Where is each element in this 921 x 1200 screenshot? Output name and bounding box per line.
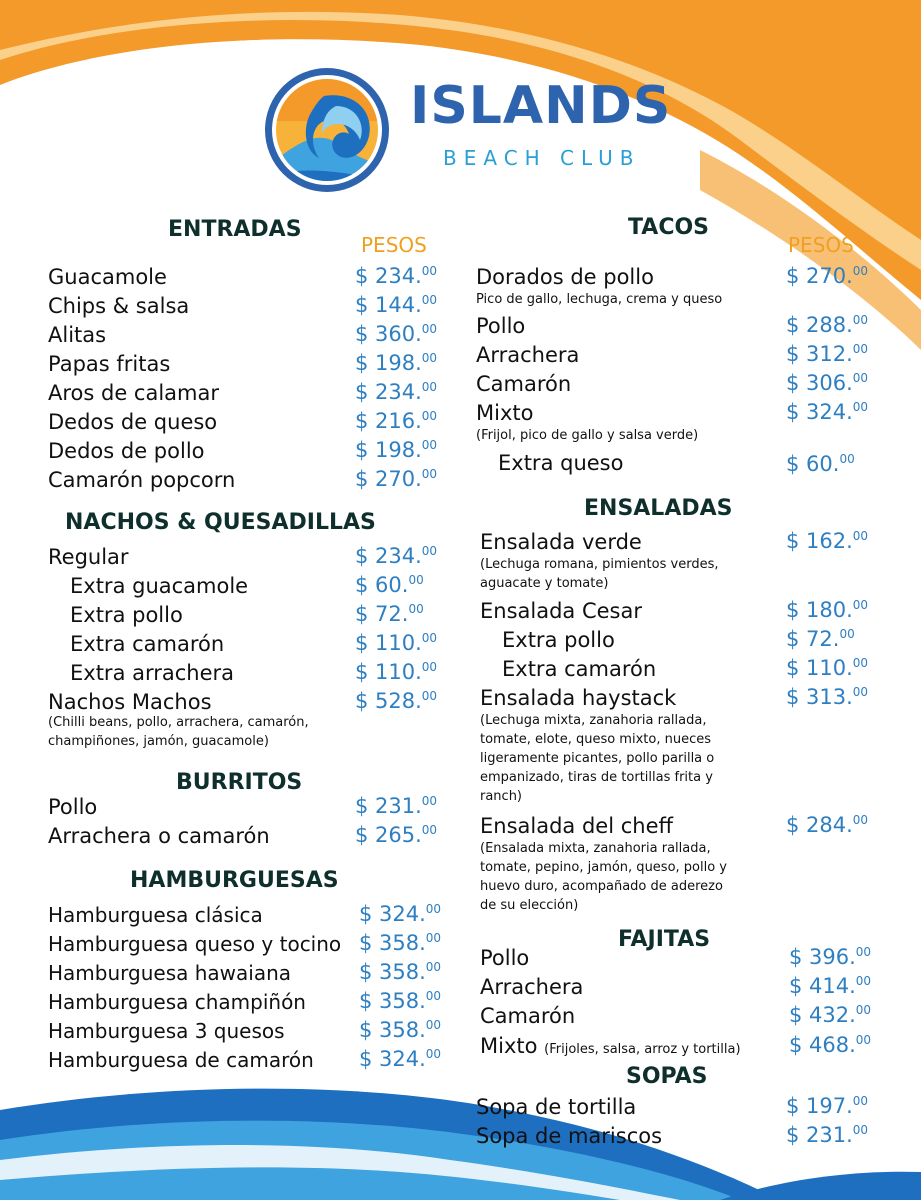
- menu-item-price: $ 358.00: [359, 931, 442, 955]
- menu-item-price: $ 358.00: [359, 1018, 442, 1042]
- section-title-hamburguesas: HAMBURGUESAS: [130, 868, 339, 893]
- menu-item-name: Pollo: [476, 314, 526, 338]
- menu-item-name: Aros de calamar: [48, 381, 220, 405]
- menu-item-price: $ 231.00: [355, 794, 438, 818]
- menu-item-description: (Lechuga mixta, zanahoria rallada,: [480, 713, 707, 728]
- menu-item-name: Camarón popcorn: [48, 468, 236, 492]
- menu-item-description: empanizado, tiras de tortillas frita y: [480, 770, 713, 785]
- menu-item-price: $ 72.00: [355, 602, 424, 626]
- menu-item-price: $ 270.00: [355, 467, 438, 491]
- menu-item-price: $ 265.00: [355, 823, 438, 847]
- brand-title: ISLANDS: [410, 76, 672, 136]
- menu-item-price: $ 197.00: [786, 1094, 869, 1118]
- menu-item-price: $ 231.00: [786, 1123, 869, 1147]
- menu-item-price: $ 198.00: [355, 351, 438, 375]
- menu-item-description: aguacate y tomate): [480, 576, 609, 591]
- menu-item-price: $ 324.00: [786, 400, 869, 424]
- menu-item-price: $ 234.00: [355, 544, 438, 568]
- menu-item-price: $ 414.00: [789, 974, 872, 998]
- menu-item-price: $ 60.00: [355, 573, 424, 597]
- menu-item-name: Ensalada haystack: [480, 686, 677, 710]
- menu-item-price: $ 288.00: [786, 313, 869, 337]
- section-title-sopas: SOPAS: [626, 1064, 708, 1089]
- menu-item-price: $ 432.00: [789, 1003, 872, 1027]
- menu-item-note: (Frijoles, salsa, arroz y tortilla): [544, 1042, 741, 1057]
- menu-item-price: $ 324.00: [359, 1047, 442, 1071]
- menu-item-description: (Frijol, pico de gallo y salsa verde): [476, 428, 699, 443]
- menu-item-name: Extra camarón: [70, 632, 225, 656]
- menu-item-description: (Chilli beans, pollo, arrachera, camarón,: [48, 715, 309, 730]
- menu-item-description: Pico de gallo, lechuga, crema y queso: [476, 292, 723, 307]
- menu-item-name: Hamburguesa clásica: [48, 903, 263, 927]
- menu-item-price: $ 468.00: [789, 1033, 872, 1057]
- menu-item-price: $ 313.00: [786, 685, 869, 709]
- currency-label: PESOS: [788, 233, 854, 257]
- menu-item-name: Hamburguesa 3 quesos: [48, 1019, 285, 1043]
- menu-item-name: Extra queso: [498, 451, 624, 475]
- menu-item-name: Hamburguesa champiñón: [48, 990, 306, 1014]
- menu-item-name: Pollo: [480, 946, 530, 970]
- menu-item-price: $ 72.00: [786, 627, 855, 651]
- menu-item-name: Hamburguesa queso y tocino: [48, 932, 342, 956]
- menu-item-name: Hamburguesa hawaiana: [48, 961, 292, 985]
- menu-item-name: Extra guacamole: [70, 574, 249, 598]
- menu-item-price: $ 284.00: [786, 813, 869, 837]
- menu-item-price: $ 306.00: [786, 371, 869, 395]
- menu-item-name: Arrachera o camarón: [48, 824, 270, 848]
- menu-item-name: Extra pollo: [70, 603, 183, 627]
- menu-item-price: $ 144.00: [355, 293, 438, 317]
- menu-item-description: tomate, elote, queso mixto, nueces: [480, 732, 711, 747]
- menu-item-price: $ 234.00: [355, 380, 438, 404]
- menu-item-price: $ 358.00: [359, 960, 442, 984]
- menu-item-price: $ 180.00: [786, 598, 869, 622]
- menu-item-name: Guacamole: [48, 265, 167, 289]
- menu-item-name: Chips & salsa: [48, 294, 190, 318]
- menu-item-description: (Lechuga romana, pimientos verdes,: [480, 557, 719, 572]
- brand-subtitle: BEACH CLUB: [443, 146, 641, 170]
- menu-item-name: Pollo: [48, 795, 98, 819]
- menu-item-name: Mixto: [476, 401, 534, 425]
- menu-item-description: ligeramente picantes, pollo parilla o: [480, 751, 715, 766]
- menu-item-description: tomate, pepino, jamón, queso, pollo y: [480, 860, 727, 875]
- menu-item-name: Ensalada verde: [480, 530, 642, 554]
- menu-item-name: Ensalada Cesar: [480, 599, 642, 623]
- menu-item-name: Camarón: [480, 1004, 576, 1028]
- section-title-tacos: TACOS: [628, 215, 710, 240]
- menu-item-name: Extra camarón: [502, 657, 657, 681]
- section-title-fajitas: FAJITAS: [618, 927, 711, 952]
- menu-item-description: (Ensalada mixta, zanahoria rallada,: [480, 841, 711, 856]
- currency-label: PESOS: [361, 233, 427, 257]
- menu-item-price: $ 324.00: [359, 902, 442, 926]
- menu-item-price: $ 110.00: [355, 631, 438, 655]
- menu-item-price: $ 312.00: [786, 342, 869, 366]
- menu-item-price: $ 396.00: [789, 945, 872, 969]
- menu-item-name: Hamburguesa de camarón: [48, 1048, 314, 1072]
- menu-item-name: Camarón: [476, 372, 572, 396]
- menu-item-name: Alitas: [48, 323, 107, 347]
- menu-item-price: $ 528.00: [355, 689, 438, 713]
- menu-item-description: champiñones, jamón, guacamole): [48, 734, 269, 749]
- menu-item-description: ranch): [480, 789, 523, 804]
- menu-item-name: Mixto (Frijoles, salsa, arroz y tortilla): [480, 1034, 741, 1058]
- section-title-entradas: ENTRADAS: [168, 217, 302, 242]
- menu-item-price: $ 110.00: [355, 660, 438, 684]
- menu-item-name: Dedos de queso: [48, 410, 218, 434]
- menu-item-name: Arrachera: [480, 975, 584, 999]
- menu-item-price: $ 110.00: [786, 656, 869, 680]
- menu-item-name: Extra pollo: [502, 628, 615, 652]
- menu-item-name: Ensalada del cheff: [480, 814, 673, 838]
- menu-item-price: $ 198.00: [355, 438, 438, 462]
- section-title-nachos: NACHOS & QUESADILLAS: [65, 510, 376, 535]
- menu-item-name: Arrachera: [476, 343, 580, 367]
- menu-item-price: $ 358.00: [359, 989, 442, 1013]
- menu-item-price: $ 360.00: [355, 322, 438, 346]
- menu-item-name: Papas fritas: [48, 352, 171, 376]
- menu-item-name: Nachos Machos: [48, 690, 212, 714]
- menu-item-price: $ 216.00: [355, 409, 438, 433]
- section-title-ensaladas: ENSALADAS: [584, 496, 733, 521]
- menu-item-price: $ 270.00: [786, 264, 869, 288]
- menu-item-name: Sopa de tortilla: [476, 1095, 637, 1119]
- menu-item-name: Regular: [48, 545, 129, 569]
- menu-item-price: $ 162.00: [786, 529, 869, 553]
- menu-item-name: Dedos de pollo: [48, 439, 205, 463]
- menu-item-description: de su elección): [480, 898, 579, 913]
- menu-item-price: $ 234.00: [355, 264, 438, 288]
- section-title-burritos: BURRITOS: [176, 770, 303, 795]
- menu-item-name: Sopa de mariscos: [476, 1124, 663, 1148]
- menu-item-description: huevo duro, acompañado de aderezo: [480, 879, 723, 894]
- menu-item-name: Extra arrachera: [70, 661, 235, 685]
- menu-item-name: Dorados de pollo: [476, 265, 654, 289]
- menu-item-price: $ 60.00: [786, 452, 855, 476]
